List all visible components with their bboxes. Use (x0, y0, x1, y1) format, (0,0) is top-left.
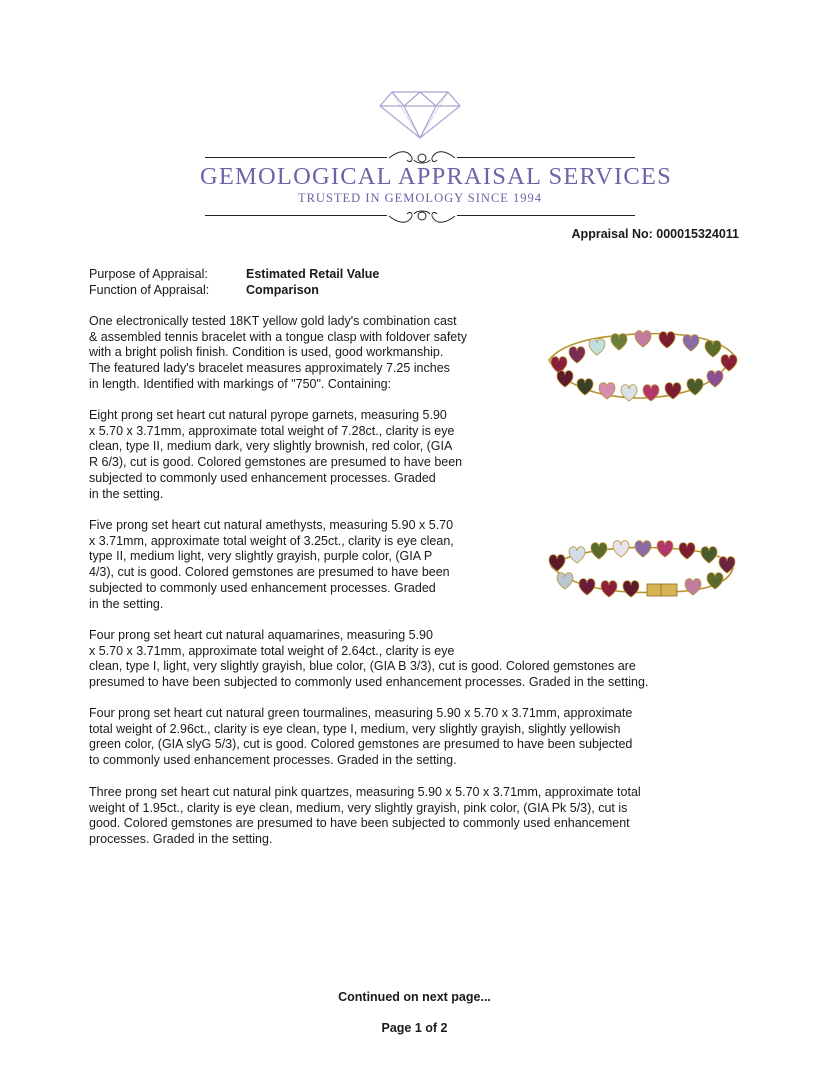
appraisal-number: Appraisal No: 000015324011 (571, 227, 739, 241)
bottom-ornament-rule (205, 206, 635, 226)
gemstone-description-amethysts: Five prong set heart cut natural amethysts, measuring 5.90 x 5.70 x 3.71mm, approximate total weight of 3.25ct., clarity is eye clean, type II, medium light, very slightly grayish, purple color, (GIA P 4/3), cut is good. Colored gemstones are presumed to have been subjected to commonly used enhancement processes. Graded in the setting. (89, 518, 454, 611)
item-description: One electronically tested 18KT yellow gold lady's combination cast & assembled tennis bracelet with a tongue clasp with foldover safety with a bright polish finish. Condition is used, good workmanship. The featured lady's bracelet measures approximately 7.25 inches in length. Identified with markings of "750". Containing: (89, 314, 467, 391)
company-tagline: TRUSTED IN GEMOLOGY SINCE 1994 (297, 191, 543, 205)
purpose-label: Purpose of Appraisal: (89, 267, 208, 281)
bracelet-photo-top (543, 324, 739, 410)
page-number: Page 1 of 2 (381, 1021, 448, 1035)
continued-note: Continued on next page... (338, 990, 491, 1004)
flourish-icon (387, 206, 457, 226)
company-logo (200, 90, 672, 230)
gemstone-description-aquamarines: Four prong set heart cut natural aquamarines, measuring 5.90 x 5.70 x 3.71mm, approximate total weight of 2.64ct., clarity is eye clean, type I, light, very slightly grayish, blue color, (GIA B 3/3), cut is good. Colored gemstones are presumed to have been subjected to commonly used enhancement processes. Graded in the setting. (89, 628, 649, 690)
function-value: Comparison (246, 283, 319, 297)
company-name: GEMOLOGICAL APPRAISAL SERVICES (200, 163, 672, 190)
purpose-value: Estimated Retail Value (246, 267, 380, 281)
function-label: Function of Appraisal: (89, 283, 210, 297)
gemstone-description-garnets: Eight prong set heart cut natural pyrope garnets, measuring 5.90 x 5.70 x 3.71mm, approximate total weight of 7.28ct., clarity is eye clean, type II, medium dark, very slightly brownish, red color, (GIA R 6/3), cut is good. Colored gemstones are presumed to have been subjected to commonly used enhancement processes. Graded in the setting. (89, 408, 463, 501)
diamond-icon (378, 90, 462, 140)
gemstone-description-tourmalines: Four prong set heart cut natural green tourmalines, measuring 5.90 x 5.70 x 3.71mm, approximate total weight of 2.96ct., clarity is eye clean, type I, medium, very slightly grayish, slightly yellowish green color, (GIA slyG 5/3), cut is good. Colored gemstones are presumed to have been subjected to commonly used enhancement processes. Graded in the setting. (89, 706, 633, 768)
bracelet-photo-bottom (543, 540, 739, 610)
gemstone-description-pink-quartzes: Three prong set heart cut natural pink quartzes, measuring 5.90 x 5.70 x 3.71mm, approximate total weight of 1.95ct., clarity is eye clean, medium, very slightly grayish, pink color, (GIA Pk 5/3), cut is good. Colored gemstones are presumed to have been subjected to commonly used enhancement processes. Graded in the setting. (89, 785, 641, 847)
appraisal-purpose-block (89, 266, 379, 298)
